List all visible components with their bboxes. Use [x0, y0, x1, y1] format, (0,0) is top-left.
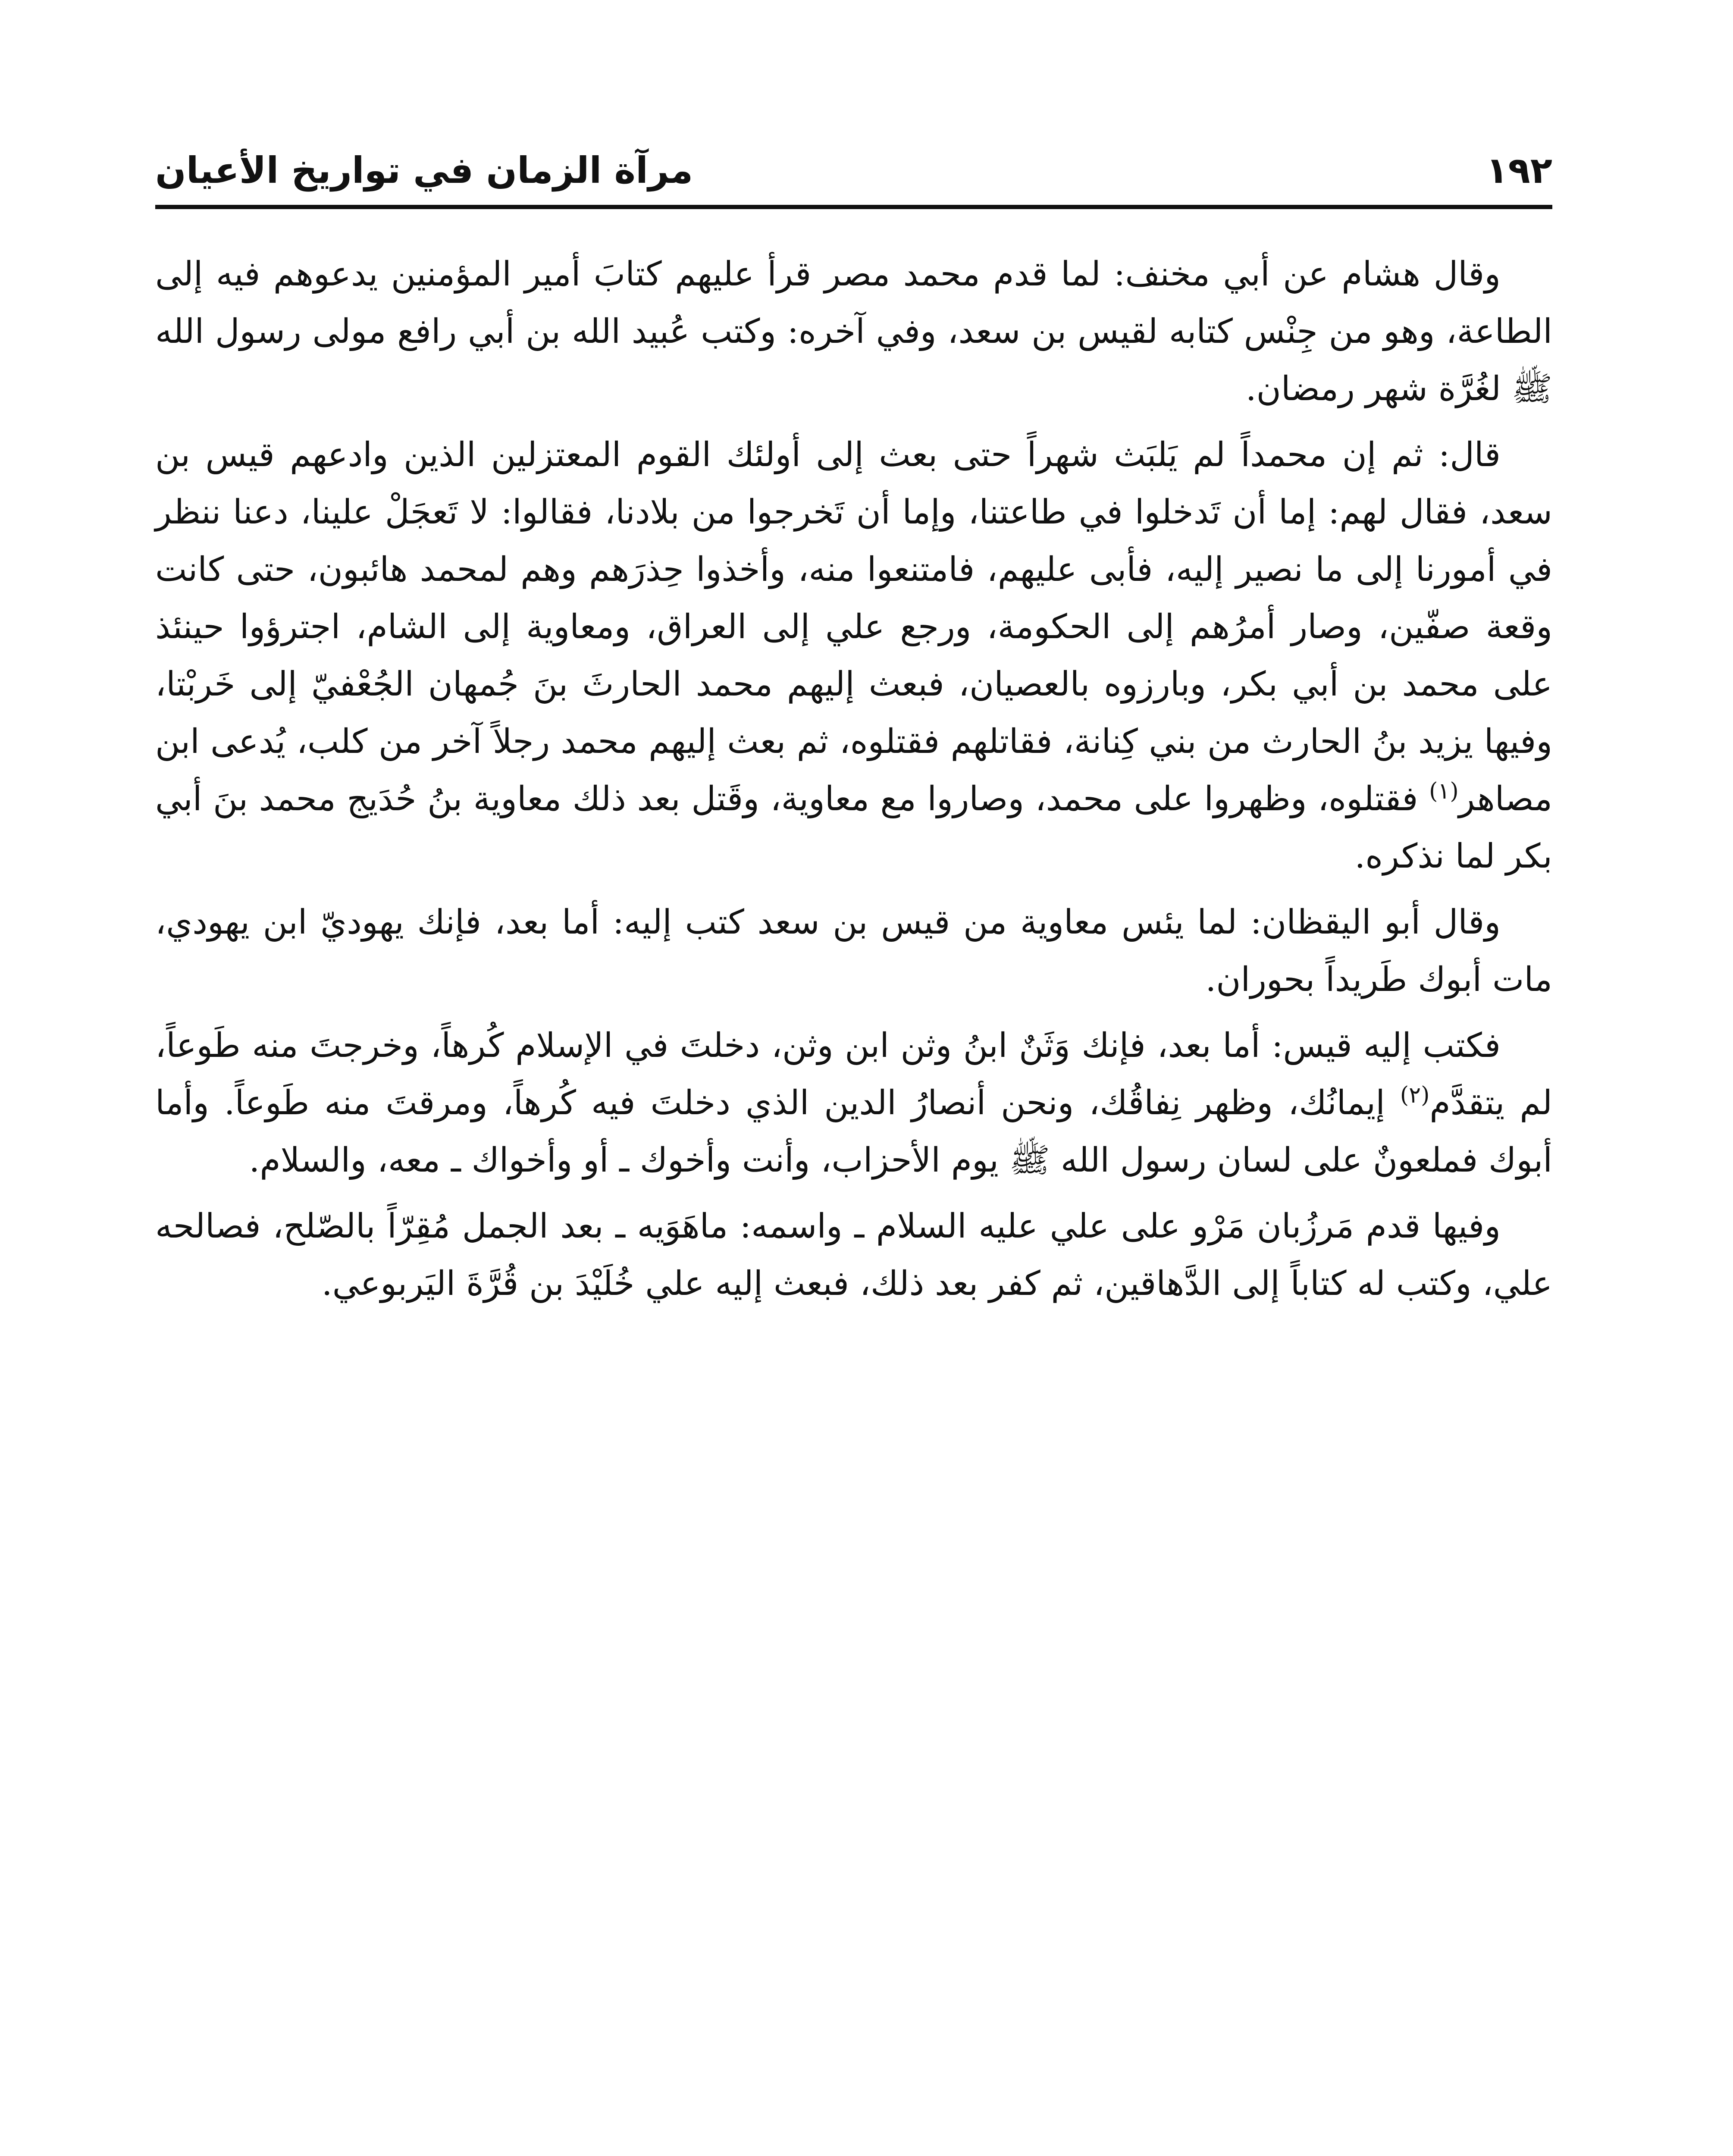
paragraph-1: وقال هشام عن أبي مخنف: لما قدم محمد مصر قرأ عليهم كتابَ أمير المؤمنين يدعوهم فيه إلى الطاعة، وهو من جِنْس كتابه لقيس بن سعد، وفي آخره: وكتب عُبيد الله بن أبي رافع مولى رسول الله ﷺ لغُرَّة شهر رمضان. [155, 255, 1552, 408]
footnote-marker-1: (١) [1429, 778, 1459, 804]
book-title: مرآة الزمان في تواريخ الأعيان [155, 149, 693, 191]
page-number: ١٩٢ [1486, 149, 1552, 191]
paragraph-4 [155, 1017, 1552, 1189]
paragraph-5: وفيها قدم مَرزُبان مَرْو على علي عليه السلام ـ واسمه: ماهَوَيه ـ بعد الجمل مُقِرّاً بالصّلح، فصالحه علي، وكتب له كتاباً إلى الدَّهاقين، ثم كفر بعد ذلك، فبعث إليه علي خُلَيْدَ بن قُرَّةَ اليَربوعي. [155, 1207, 1552, 1303]
footnote-marker-2: (٢) [1400, 1082, 1430, 1108]
paragraph-2-text-b: فقتلوه، وظهروا على محمد، وصاروا مع معاوية، وقَتل بعد ذلك معاوية بنُ حُدَيج محمد بنَ أبي بكر لما نذكره. [155, 780, 1552, 876]
running-header [155, 138, 1552, 203]
book-page [155, 138, 1552, 2156]
main-text [155, 246, 1552, 1321]
paragraph-4-text-b: إيمانُك، وظهر نِفاقُك، ونحن أنصارُ الدين الذي دخلتَ فيه كُرهاً، ومرقتَ منه طَوعاً. وأما أبوك فملعونٌ على لسان رسول الله ﷺ يوم الأحزاب، وأنت وأخوك ـ أو وأخواك ـ معه، والسلام. [155, 1084, 1552, 1180]
paragraph-3: وقال أبو اليقظان: لما يئس معاوية من قيس بن سعد كتب إليه: أما بعد، فإنك يهوديّ ابن يهودي، مات أبوك طَريداً بحوران. [155, 903, 1552, 999]
header-divider [155, 205, 1552, 209]
paragraph-4-text-a: فكتب إليه قيس: أما بعد، فإنك وَثَنٌ ابنُ وثن ابن وثن، دخلتَ في الإسلام كُرهاً، وخرجتَ منه طَوعاً، لم يتقدَّم [155, 1026, 1552, 1122]
paragraph-2 [155, 426, 1552, 885]
paragraph-2-text-a: قال: ثم إن محمداً لم يَلبَث شهراً حتى بعث إلى أولئك القوم المعتزلين الذين وادعهم قيس بن سعد، فقال لهم: إما أن تَدخلوا في طاعتنا، وإما أن تَخرجوا من بلادنا، فقالوا: لا تَعجَلْ علينا، دعنا ننظر في أمورنا إلى ما نصير إليه، فأبى عليهم، فامتنعوا منه، وأخذوا حِذرَهم وهم لمحمد هائبون، حتى كانت وقعة صفّين، وصار أمرُهم إلى الحكومة، ورجع علي إلى العراق، ومعاوية إلى الشام، اجترؤوا حينئذ على محمد بن أبي بكر، وبارزوه بالعصيان، فبعث إليهم محمد الحارثَ بنَ جُمهان الجُعْفيّ إلى خَربْتا، وفيها يزيد بنُ الحارث من بني كِنانة، فقاتلهم فقتلوه، ثم بعث إليهم محمد رجلاً آخر من كلب، يُدعى ابن مصاهر [155, 436, 1552, 818]
